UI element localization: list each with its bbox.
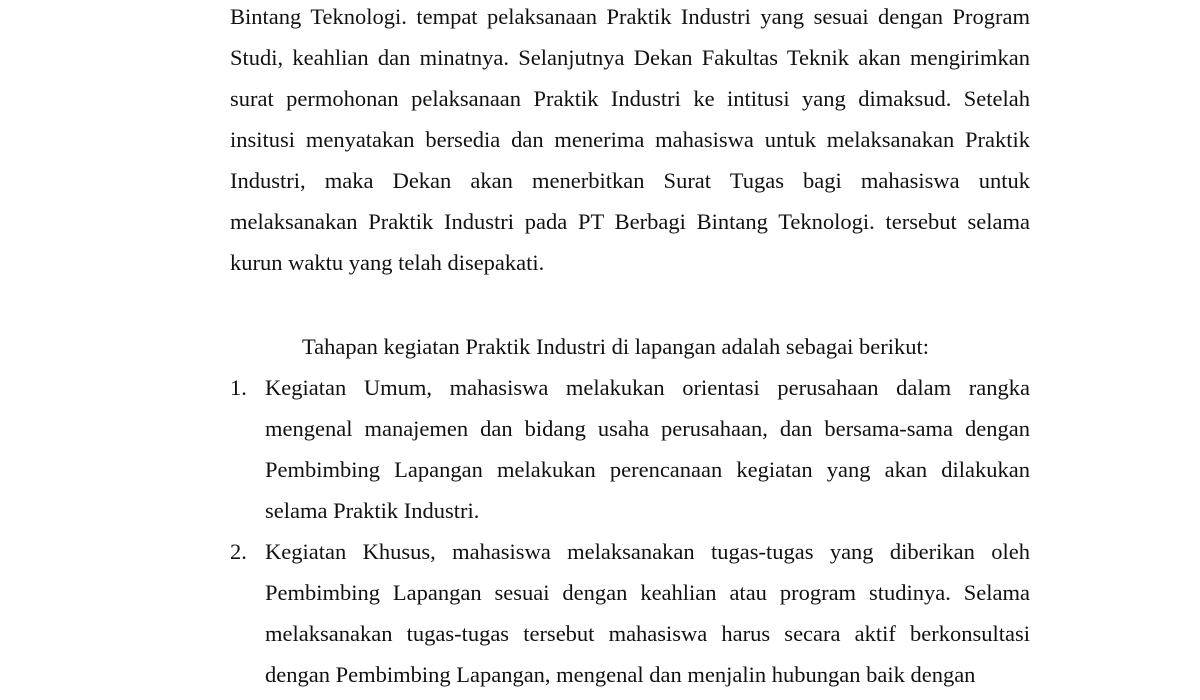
activity-stages-list	[230, 367, 1030, 695]
list-item-number: 1.	[230, 375, 247, 400]
list-item-text: Kegiatan Khusus, mahasiswa melaksanakan tugas-tugas yang diberikan oleh Pembimbing Lapangan sesuai dengan keahlian atau program studinya. Selama melaksanakan tugas-tugas tersebut mahasiswa harus secara aktif berkonsultasi dengan Pembimbing Lapangan, mengenal dan menjalin hubungan baik dengan	[265, 539, 1030, 687]
list-item-text: Kegiatan Umum, mahasiswa melakukan orientasi perusahaan dalam rangka mengenal manajemen dan bidang usaha perusahaan, dan bersama-sama dengan Pembimbing Lapangan melakukan perencanaan kegiatan yang akan dilakukan selama Praktik Industri.	[265, 375, 1030, 523]
body-paragraph: Bintang Teknologi. tempat pelaksanaan Praktik Industri yang sesuai dengan Program Studi, keahlian dan minatnya. Selanjutnya Dekan Fakultas Teknik akan mengirimkan surat permohonan pelaksanaan Praktik Industri ke intitusi yang dimaksud. Setelah insitusi menyatakan bersedia dan menerima mahasiswa untuk melaksanakan Praktik Industri, maka Dekan akan menerbitkan Surat Tugas bagi mahasiswa untuk melaksanakan Praktik Industri pada PT Berbagi Bintang Teknologi. tersebut selama kurun waktu yang telah disepakati.	[230, 4, 1030, 275]
list-item-number: 2.	[230, 539, 247, 564]
list-item	[230, 367, 1030, 531]
list-intro-sentence: Tahapan kegiatan Praktik Industri di lapangan adalah sebagai berikut:	[302, 334, 929, 359]
list-item	[230, 531, 1030, 695]
